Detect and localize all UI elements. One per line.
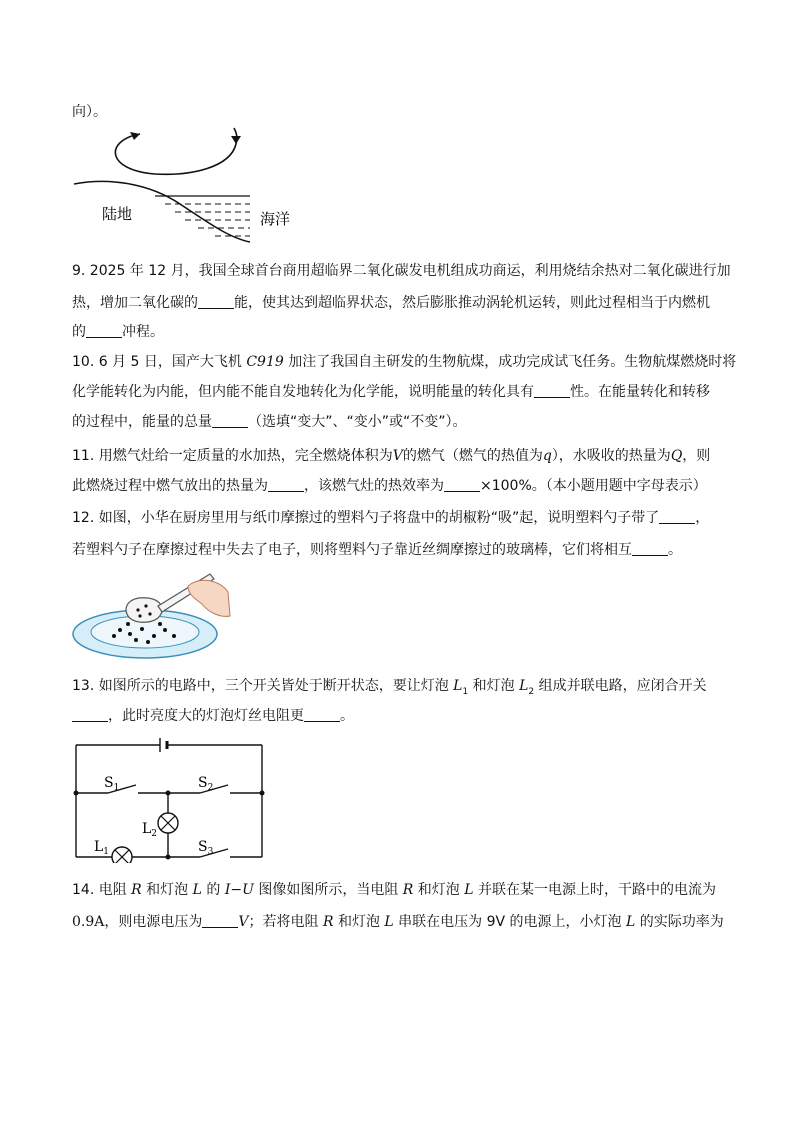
q13-line2: ，此时亮度大的灯泡灯丝电阻更 。	[72, 706, 354, 726]
answer-blank[interactable]	[86, 323, 122, 338]
s3-label: S	[198, 839, 208, 855]
q11-line1: 11. 用燃气灶给一定质量的水加热，完全燃烧体积为V的燃气（燃气的热值为q），水吸收的热量为Q，则	[72, 448, 711, 464]
q12-line2: 若塑料勺子在摩擦过程中失去了电子，则将塑料勺子靠近丝绸摩擦过的玻璃棒，它们将相互 。	[72, 542, 682, 558]
svg-text:S1: $S_1$	[104, 775, 120, 793]
svg-text:L1: $L_1$	[94, 839, 110, 857]
answer-blank[interactable]	[198, 294, 234, 309]
q11-line2: 此燃烧过程中燃气放出的热量为 ，该燃气灶的热效率为 ×100%。（本小题用题中字母表示）	[72, 478, 707, 494]
answer-blank[interactable]	[659, 509, 695, 524]
land-sea-breeze-figure	[70, 122, 310, 252]
spoon-plate-figure	[70, 566, 240, 666]
answer-blank[interactable]	[444, 477, 480, 492]
sea-label: 海洋	[260, 210, 291, 228]
answer-blank[interactable]	[304, 707, 340, 722]
l1-label: L	[94, 839, 104, 855]
q12-line1: 12. 如图，小华在厨房里用与纸巾摩擦过的塑料勺子将盘中的胡椒粉“吸”起，说明塑料勺子带了 ，	[72, 510, 710, 526]
l2-label: L	[142, 821, 152, 837]
svg-text:S2: $S_2$	[198, 775, 214, 793]
q10-line2: 化学能转化为内能，但内能不能自发地转化为化学能，说明能量的转化具有 性。在能量转化和转移	[72, 384, 710, 400]
answer-blank[interactable]	[202, 913, 238, 928]
q8-tail: 向）。	[72, 104, 107, 120]
q14-line2: 0.9A，则电源电压为 V；若将电阻 R 和灯泡 L 串联在电压为 9V 的电源上，小灯泡 L 的实际功率为	[72, 914, 724, 930]
s1-label: S	[104, 775, 114, 791]
land-label: 陆地	[102, 205, 133, 223]
q9-line1: 9. 2025 年 12 月，我国全球首台商用超临界二氧化碳发电机组成功商运，利用烧结余热对二氧化碳进行加	[72, 263, 731, 279]
q9-line3: 的 冲程。	[72, 324, 164, 340]
svg-text:S3: $S_3$	[198, 839, 214, 857]
q13-line1: 13. 如图所示的电路中，三个开关皆处于断开状态，要让灯泡 $L_1$ 和灯泡 $L_2$ 组成并联电路，应闭合开关	[72, 678, 707, 697]
answer-blank[interactable]	[268, 477, 304, 492]
s2-label: S	[198, 775, 208, 791]
q9-line2: 热，增加二氧化碳的 能，使其达到超临界状态，然后膨胀推动涡轮机运转，则此过程相当于内燃机	[72, 295, 710, 311]
answer-blank[interactable]	[212, 413, 248, 428]
answer-blank[interactable]	[534, 383, 570, 398]
circuit-figure	[70, 735, 270, 863]
q10-line1: 10. 6 月 5 日，国产大飞机 C919 加注了我国自主研发的生物航煤，成功完成试飞任务。生物航煤燃烧时将	[72, 354, 737, 370]
answer-blank[interactable]	[72, 707, 108, 722]
q10-line3: 的过程中，能量的总量 （选填“变大”、“变小”或“不变”）。	[72, 414, 467, 430]
answer-blank[interactable]	[632, 541, 668, 556]
svg-text:L2: $L_2$	[142, 821, 158, 839]
q14-line1: 14. 电阻 R 和灯泡 L 的 I−U 图像如图所示，当电阻 R 和灯泡 L 并联在某一电源上时，干路中的电流为	[72, 882, 716, 898]
